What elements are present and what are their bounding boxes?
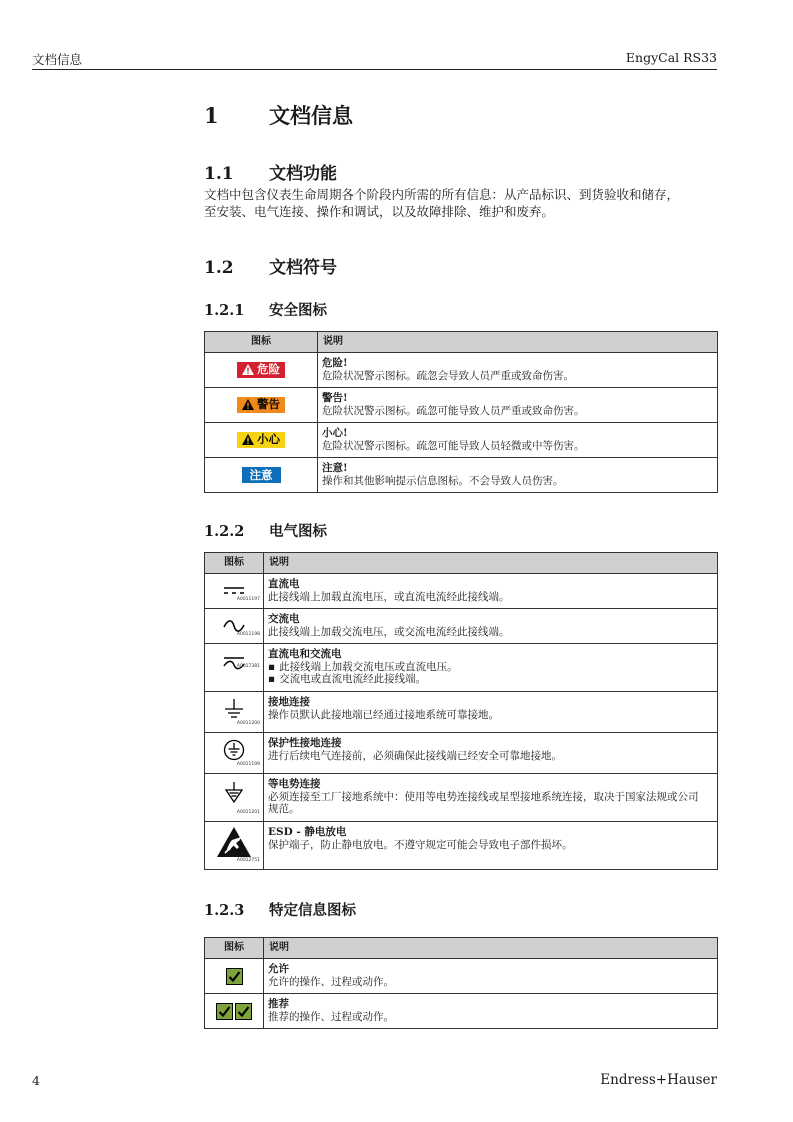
row-description: 规范。	[268, 803, 300, 815]
subsection-title: 特定信息图标	[269, 902, 356, 919]
row-description: 此接线端上加载交流电压，或交流电流经此接线端。	[268, 625, 510, 638]
table-row	[205, 423, 718, 458]
danger-badge	[237, 362, 285, 378]
row-title: 交流电	[268, 613, 300, 625]
icon-cell	[205, 423, 318, 458]
description-cell	[264, 822, 718, 870]
icon-cell	[205, 388, 318, 423]
warning-triangle-icon	[242, 364, 254, 375]
icon-cell	[205, 959, 264, 994]
warning-triangle-icon	[242, 434, 254, 445]
badge-label: 警告	[257, 397, 280, 412]
row-description: 必须连接至工厂接地系统中：使用等电势连接线或星型接地系统连接，取决于国家法规或公司	[268, 790, 699, 803]
row-title: 等电势连接	[268, 778, 321, 790]
row-title: 允许	[268, 963, 289, 975]
table-header-row	[205, 332, 718, 353]
table-row	[205, 574, 718, 609]
description-cell	[264, 959, 718, 994]
warning-badge	[237, 397, 285, 413]
chapter-title: 文档信息	[269, 103, 353, 128]
row-title: 接地连接	[268, 696, 310, 708]
table-row	[205, 774, 718, 822]
header-rule	[32, 69, 717, 70]
description-cell	[264, 994, 718, 1029]
chapter-number: 1	[204, 103, 219, 128]
column-header-icon: 图标	[205, 553, 264, 574]
badge-label: 注意	[249, 467, 273, 482]
table-row	[205, 609, 718, 644]
row-title: 小心!	[322, 427, 348, 439]
row-title: 保护性接地连接	[268, 737, 342, 749]
row-title: 推荐	[268, 998, 289, 1010]
esd-icon	[216, 826, 252, 858]
warning-triangle-icon	[242, 399, 254, 410]
badge-label: 危险	[257, 362, 280, 377]
row-description: 操作和其他影响提示信息图标。不会导致人员伤害。	[322, 474, 564, 487]
row-description: 危险状况警示图标。疏忽会导致人员严重或致命伤害。	[322, 369, 574, 382]
section-heading-1-1	[204, 159, 337, 184]
column-header-description: 说明	[318, 332, 718, 353]
row-description: 危险状况警示图标。疏忽可能导致人员轻微或中等伤害。	[322, 439, 585, 452]
icon-cell	[205, 609, 264, 644]
bullet-item: ▪ 此接线端上加载交流电压或直流电压。	[268, 661, 713, 674]
description-cell	[264, 574, 718, 609]
icon-cell	[205, 733, 264, 774]
subsection-heading-1-2-3	[204, 899, 356, 920]
row-description: 危险状况警示图标。疏忽可能导致人员严重或致命伤害。	[322, 404, 585, 417]
subsection-number: 1.2.3	[204, 902, 245, 919]
table-row	[205, 822, 718, 870]
figure-code: A0011199	[236, 761, 260, 767]
icon-cell	[205, 353, 318, 388]
specific-info-symbols-table	[204, 937, 718, 1029]
row-title: 直流电	[268, 578, 300, 590]
paragraph-line: 文档中包含仪表生命周期各个阶段内所需的所有信息：从产品标识、到货验收和储存，	[204, 187, 680, 202]
electrical-symbols-table	[204, 552, 718, 870]
description-cell	[264, 609, 718, 644]
section-number: 1.1	[204, 164, 234, 184]
table-row	[205, 692, 718, 733]
description-cell	[264, 774, 718, 822]
chapter-heading	[204, 100, 353, 130]
document-function-paragraph	[204, 186, 724, 220]
column-header-description: 说明	[264, 938, 718, 959]
row-description: 允许的操作、过程或动作。	[268, 975, 394, 988]
table-row	[205, 388, 718, 423]
subsection-title: 电气图标	[269, 523, 327, 540]
badge-label: 小心	[257, 432, 280, 447]
table-header-row	[205, 553, 718, 574]
figure-code: A0011201	[236, 809, 260, 815]
table-header-row	[205, 938, 718, 959]
icon-cell	[205, 458, 318, 493]
preferred-double-check-icon	[215, 1005, 253, 1017]
table-row	[205, 353, 718, 388]
brand-logo-text: Endress+Hauser	[600, 1072, 717, 1088]
safety-symbols-table	[204, 331, 718, 493]
running-header-left: 文档信息	[32, 52, 83, 67]
equipotential-icon	[223, 782, 245, 806]
section-title: 文档符号	[269, 258, 337, 278]
description-cell	[264, 644, 718, 692]
row-title: 直流电和交流电	[268, 648, 342, 660]
row-title: 危险!	[322, 357, 348, 369]
description-cell	[318, 423, 718, 458]
icon-cell	[205, 692, 264, 733]
figure-code: A0017381	[236, 663, 260, 669]
paragraph-line: 至安装、电气连接、操作和调试，以及故障排除、维护和废弃。	[204, 204, 555, 219]
column-header-icon: 图标	[205, 332, 318, 353]
icon-cell	[205, 644, 264, 692]
section-title: 文档功能	[269, 164, 337, 184]
subsection-heading-1-2-2	[204, 520, 327, 541]
row-title: 警告!	[322, 392, 348, 404]
icon-cell	[205, 574, 264, 609]
column-header-icon: 图标	[205, 938, 264, 959]
running-header-right: EngyCal RS33	[625, 50, 717, 65]
description-cell	[318, 388, 718, 423]
figure-code: A0011198	[236, 631, 260, 637]
table-row	[205, 733, 718, 774]
section-heading-1-2	[204, 253, 337, 278]
section-number: 1.2	[204, 258, 234, 278]
row-title: 注意!	[322, 462, 348, 474]
figure-code: A0011197	[236, 596, 260, 602]
icon-cell	[205, 994, 264, 1029]
row-title: ESD - 静电放电	[268, 826, 347, 838]
page-number: 4	[32, 1073, 40, 1088]
subsection-number: 1.2.2	[204, 523, 245, 540]
subsection-title: 安全图标	[269, 302, 327, 319]
icon-cell	[205, 774, 264, 822]
table-row	[205, 994, 718, 1029]
table-row	[205, 644, 718, 692]
icon-cell	[205, 822, 264, 870]
notice-badge	[242, 467, 281, 483]
description-cell	[264, 692, 718, 733]
column-header-description: 说明	[264, 553, 718, 574]
table-row	[205, 959, 718, 994]
figure-code: A0012751	[236, 857, 260, 863]
figure-code: A0011200	[236, 720, 260, 726]
row-description: 此接线端上加载直流电压，或直流电流经此接线端。	[268, 590, 510, 603]
permitted-check-icon	[226, 968, 243, 985]
row-description: 操作员默认此接地端已经通过接地系统可靠接地。	[268, 708, 499, 721]
description-cell	[318, 458, 718, 493]
row-description: 进行后续电气连接前，必须确保此接线端已经安全可靠地接地。	[268, 749, 562, 762]
description-cell	[318, 353, 718, 388]
row-description: 推荐的操作、过程或动作。	[268, 1010, 394, 1023]
subsection-heading-1-2-1	[204, 299, 327, 320]
caution-badge	[237, 432, 285, 448]
row-description: 保护端子，防止静电放电。不遵守规定可能会导致电子部件损坏。	[268, 838, 573, 851]
subsection-number: 1.2.1	[204, 302, 245, 319]
bullet-item: ▪ 交流电或直流电流经此接线端。	[268, 673, 713, 686]
description-cell	[264, 733, 718, 774]
table-row	[205, 458, 718, 493]
